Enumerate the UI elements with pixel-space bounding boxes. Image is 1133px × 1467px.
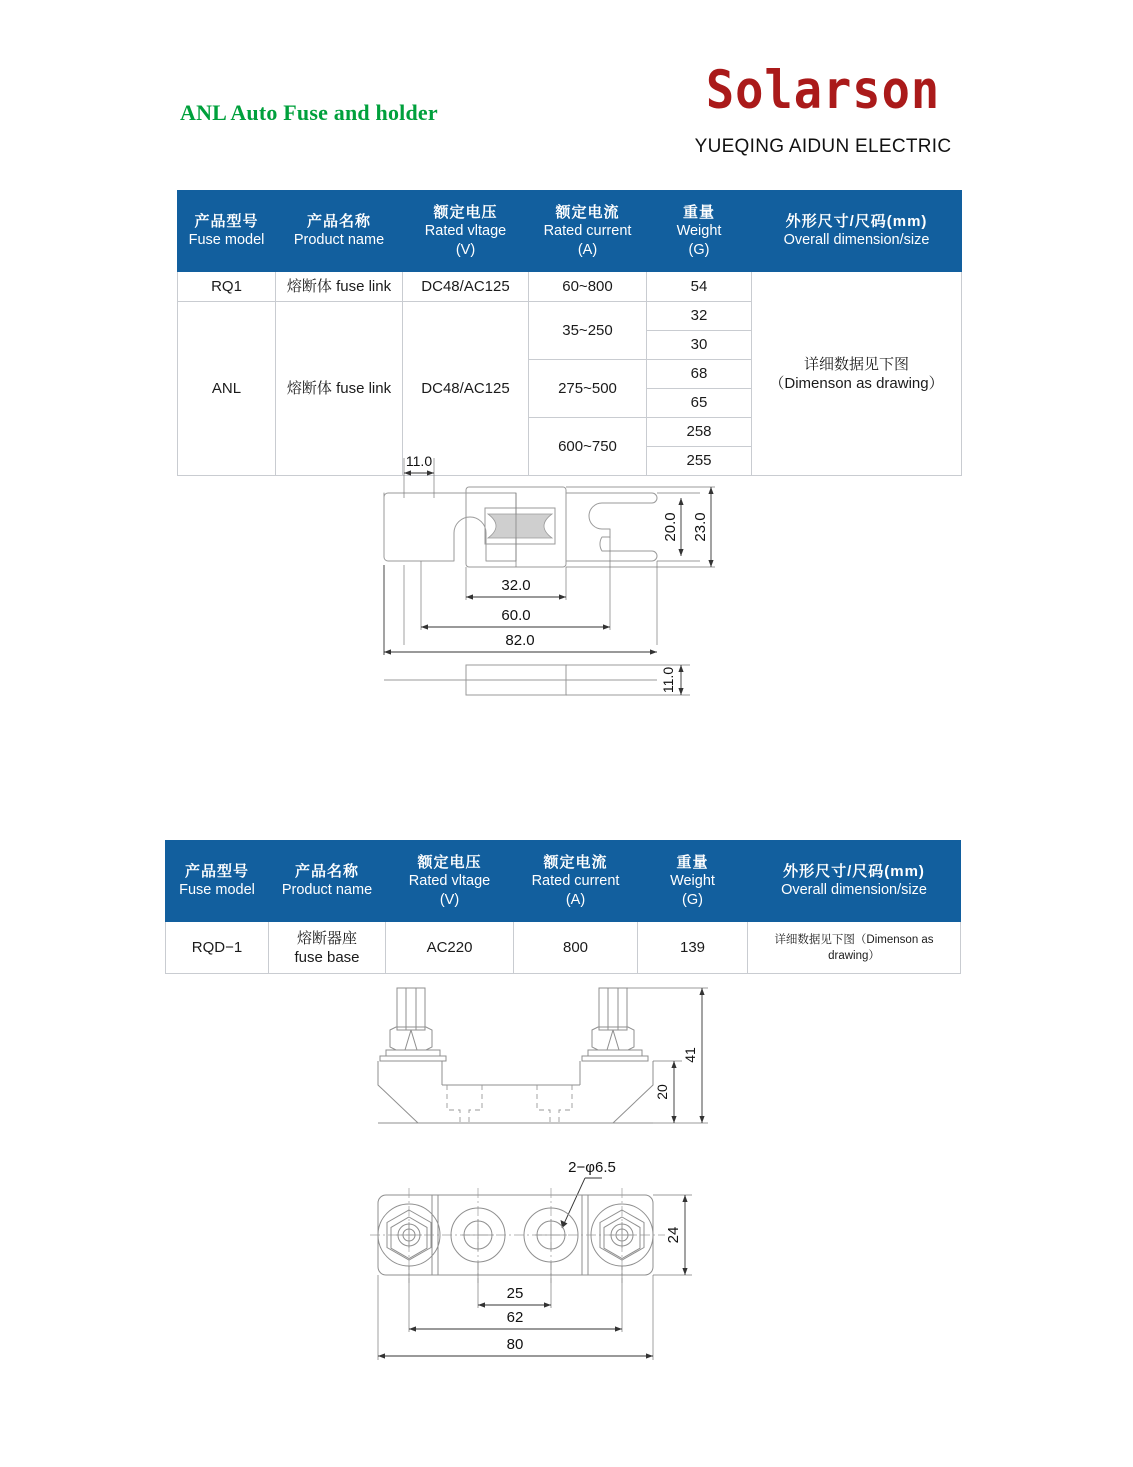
company-name: YUEQING AIDUN ELECTRIC [694,136,952,157]
dim-label-base-total-height: 41 [682,1047,698,1063]
fuse-side-view [384,665,657,695]
col-fuse-model: 产品型号 Fuse model [166,841,269,922]
left-bolt-stud [397,988,425,1030]
dim-body-height [678,498,683,556]
fuse-outline-drawing [370,440,730,710]
cell-dimension-note: 详细数据见下图 （Dimenson as drawing） [752,272,962,476]
dim-width [682,1195,687,1275]
cell-voltage: DC48/AC125 [403,272,529,302]
dim-hole-centers [421,624,610,629]
cell-model: RQ1 [178,272,276,302]
col-product-name: 产品名称 Product name [269,841,386,922]
cell-product-name: 熔断体 fuse link [276,272,403,302]
cell-voltage: DC48/AC125 [403,302,529,476]
cell-model: RQD−1 [166,922,269,974]
cell-product-name: 熔断体 fuse link [276,302,403,476]
left-washer-2 [380,1056,446,1061]
right-blade-outline [566,493,657,561]
fuse-base-top-drawing [370,1150,720,1365]
dim-label-width: 24 [665,1226,682,1244]
cell-current: 800 [514,922,638,974]
cell-dimension-note: 详细数据见下图（Dimenson as drawing） [748,922,961,974]
page-title: ANL Auto Fuse and holder [180,100,438,125]
fuse-base-spec-table [165,840,961,974]
brand-block [663,59,983,158]
cell-weight: 255 [647,447,752,476]
cell-weight: 54 [647,272,752,302]
dim-tab-width [404,470,434,475]
dim-overall-height [708,487,713,567]
dim-label-bolt-span: 62 [506,1309,524,1326]
cell-current: 600~750 [529,418,647,476]
dim-label-body-length: 32.0 [501,577,531,594]
page-header [0,0,1133,170]
fuse-base-side-drawing [370,975,720,1140]
dim-body-length [466,594,566,599]
dim-label-body-height: 20.0 [662,512,679,542]
dim-base-height [671,1061,676,1123]
dim-thickness [678,665,683,695]
col-overall-dimension: 外形尺寸/尺码(mm) Overall dimension/size [748,841,961,922]
cell-product-name: 熔断器座 fuse base [269,922,386,974]
cell-weight: 32 [647,302,752,331]
table-header-row [166,841,961,922]
cell-weight: 258 [647,418,752,447]
dim-label-thickness: 11.0 [660,666,676,694]
dim-label-overall-height: 23.0 [692,512,709,542]
col-product-name: 产品名称 Product name [276,191,403,272]
right-washer-2 [582,1056,648,1061]
cell-weight: 65 [647,389,752,418]
dim-label-hole-spec: 2−φ6.5 [568,1159,616,1176]
dim-label-hole-centers: 60.0 [501,607,531,624]
table-row [166,922,961,974]
dim-label-overall-length: 82.0 [505,632,535,649]
dim-label-tab-width: 11.0 [405,453,433,469]
dim-label-overall-length: 80 [506,1336,524,1353]
base-hidden-slots [447,1085,572,1123]
col-rated-current: 额定电流 Rated current (A) [529,191,647,272]
right-washer-1 [588,1050,642,1056]
cell-current: 35~250 [529,302,647,360]
col-rated-voltage: 额定电压 Rated vltage (V) [386,841,514,922]
dim-inner-span [478,1302,551,1307]
col-overall-dimension: 外形尺寸/尺码(mm) Overall dimension/size [752,191,962,272]
cell-weight: 30 [647,331,752,360]
col-weight: 重量 Weight (G) [638,841,748,922]
table-header-row [178,191,962,272]
col-fuse-model: 产品型号 Fuse model [178,191,276,272]
dim-overall-length [378,1353,653,1358]
cell-voltage: AC220 [386,922,514,974]
cell-model: ANL [178,302,276,476]
right-bolt-stud [599,988,627,1030]
left-washer-1 [386,1050,440,1056]
fuse-element [488,514,552,538]
dim-label-inner-span: 25 [506,1285,524,1302]
col-weight: 重量 Weight (G) [647,191,752,272]
cell-weight: 68 [647,360,752,389]
hole-callout-leader [561,1178,603,1228]
cell-weight: 139 [638,922,748,974]
dim-label-base-height: 20 [654,1084,670,1100]
col-rated-current: 额定电流 Rated current (A) [514,841,638,922]
dim-base-total-height [699,988,704,1123]
cell-current: 275~500 [529,360,647,418]
center-lines [370,1188,665,1283]
fuse-spec-table [177,190,962,476]
cell-current: 60~800 [529,272,647,302]
dim-bolt-span [409,1326,622,1331]
col-rated-voltage: 额定电压 Rated vltage (V) [403,191,529,272]
company-logo: Solarson [705,59,941,122]
table-row [178,272,962,302]
base-body-profile [378,1061,653,1123]
